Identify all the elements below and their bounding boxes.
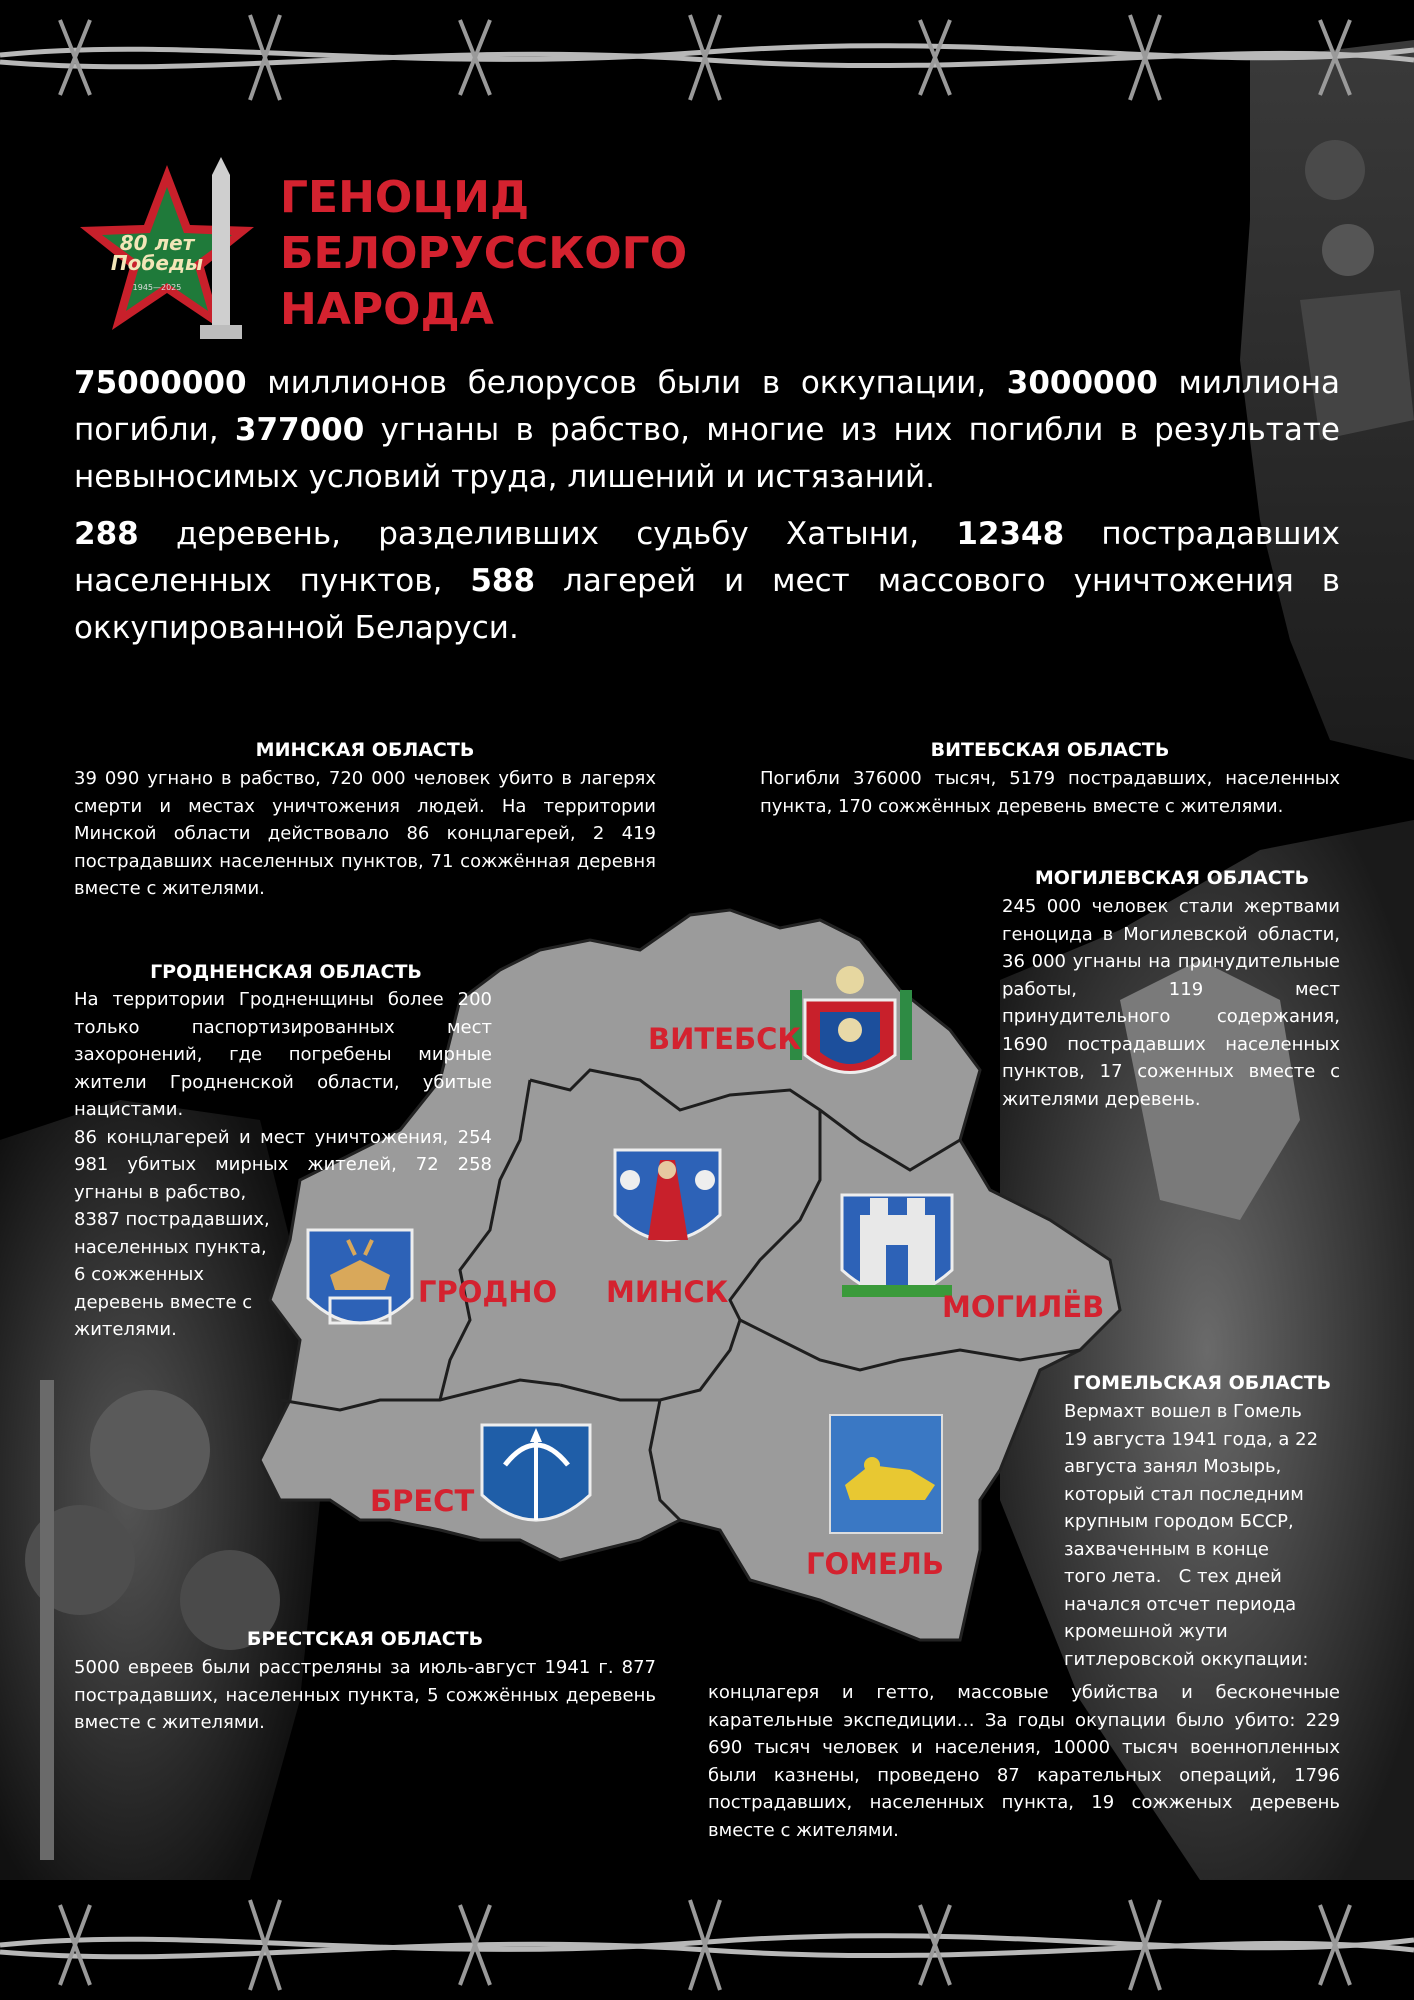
gomel-region-text-continued: концлагеря и гетто, массовые убийства и бесконечные карательные экспедиции… За годы окупации было убито: 229 690 тысяч человек и населения, 10000 тысяч военнопленных были казнены, проведено 87 карательных операций, 1796 пострадавших, населенных пункта, 19 сожженых деревень вместе с жителями.: [708, 1682, 1340, 1841]
brest-region-text: 5000 евреев были расстреляны за июль-август 1941 г. 877 пострадавших, населенных пункта, 5 сожжённых деревень вместе с жителями.: [74, 1657, 656, 1733]
grodno-text-2: 86 концлагерей и мест уничтожения, 254 981 убитых мирных жителей, 72 258 угнаны в рабство,: [74, 1126, 492, 1203]
grodno-text-3-line: жителями.: [74, 1319, 177, 1340]
victory-80-logo: [72, 155, 272, 345]
intro-paragraph-1: [74, 360, 1340, 501]
vitebsk-region-text: Погибли 376000 тысяч, 5179 пострадавших, населенных пункта, 170 сожжённых деревень вместе с жителями.: [760, 768, 1340, 817]
stat-enslaved: 377000: [234, 412, 365, 448]
stat-villages: 288: [74, 516, 139, 552]
barbed-wire-bottom: [0, 1875, 1414, 2000]
gomel-region-text: [1064, 1398, 1340, 1673]
grodno-region-title: ГРОДНЕНСКАЯ ОБЛАСТЬ: [150, 961, 422, 983]
brest-coat-of-arms-icon: [482, 1425, 590, 1520]
intro-paragraph-2: [74, 511, 1340, 652]
title-line-3: НАРОДА: [280, 284, 494, 335]
gomel-coat-of-arms-icon: [830, 1415, 942, 1533]
city-label-minsk: МИНСК: [606, 1275, 729, 1309]
gomel-region-title: ГОМЕЛЬСКАЯ ОБЛАСТЬ: [1072, 1372, 1332, 1394]
grodno-text-1: На территории Гродненщины более 200 только паспортизированных мест захоронений, где погребены мирные жители Гродненской области, убитые нацистами.: [74, 989, 492, 1120]
city-label-grodno: ГРОДНО: [418, 1275, 558, 1309]
gomel-text-line: крупным городом БССР,: [1064, 1511, 1294, 1532]
mogilev-region-title: МОГИЛЕВСКАЯ ОБЛАСТЬ: [1034, 867, 1310, 889]
intro-text: миллионов белорусов были в оккупации,: [246, 365, 1007, 401]
grodno-text-3: [74, 1206, 289, 1344]
vitebsk-region-title: ВИТЕБСКАЯ ОБЛАСТЬ: [930, 739, 1170, 761]
mogilev-region-text: 245 000 человек стали жертвами геноцида в Могилевской области, 36 000 угнаны на принудительные работы, 119 мест принудительного содержания, 1690 пострадавших населенных пунктов, 17 соженных вместе с жителями деревень.: [1002, 896, 1340, 1110]
page-title: [280, 170, 880, 338]
gomel-text-line: 19 августа 1941 года, а 22: [1064, 1428, 1319, 1450]
stat-settlements: 12348: [956, 516, 1065, 552]
logo-text: 80 лет Победы: [110, 231, 204, 275]
stat-killed: 3000000: [1006, 365, 1158, 401]
intro-text: лагерей и мест массового уничтожения в оккупированной Беларуси.: [74, 563, 1340, 646]
grodno-text-3-line: деревень вместе с: [74, 1291, 253, 1313]
gomel-text-line: кромешной жути: [1064, 1621, 1228, 1642]
intro-text: пострадавших населенных пунктов,: [74, 516, 1340, 599]
stat-occupied: 75000000: [74, 365, 247, 401]
minsk-region-title: МИНСКАЯ ОБЛАСТЬ: [255, 739, 475, 761]
gomel-text-line: августа занял Мозырь,: [1064, 1456, 1282, 1477]
city-label-brest: БРЕСТ: [370, 1484, 475, 1518]
gomel-text-line: начался отсчет периода: [1064, 1593, 1297, 1615]
intro-text: деревень, разделивших судьбу Хатыни,: [138, 516, 957, 552]
minsk-region-text: 39 090 угнано в рабство, 720 000 человек убито в лагерях смерти и местах уничтожения людей. На территории Минской области действовало 86 концлагерей, 2 419 пострадавших населенных пунктов, 71 сожжённая деревня вместе с жителями.: [74, 768, 656, 899]
grodno-region-text: [74, 986, 492, 1344]
grodno-text-3-line: 8387 пострадавших,: [74, 1209, 270, 1230]
title-line-2: БЕЛОРУССКОГО: [280, 228, 688, 279]
logo-years: 1945—2025: [132, 283, 182, 292]
title-line-1: ГЕНОЦИД: [280, 172, 530, 223]
gomel-text-line: захваченным в конце: [1064, 1538, 1269, 1560]
gomel-text-line: гитлеровской оккупации:: [1064, 1648, 1309, 1670]
intro-text: угнаны в рабство, многие из них погибли в результате невыносимых условий труда, лишений и истязаний.: [74, 412, 1340, 495]
stat-camps: 588: [470, 563, 536, 599]
mogilev-coat-of-arms-icon: [842, 1195, 952, 1297]
city-label-gomel: ГОМЕЛЬ: [806, 1547, 944, 1581]
gomel-text-line: который стал последним: [1064, 1483, 1304, 1505]
intro-text: миллиона погибли,: [74, 365, 1340, 448]
minsk-coat-of-arms-icon: [615, 1150, 720, 1240]
barbed-wire-top: [0, 0, 1414, 125]
gomel-text-line: Вермахт вошел в Гомель: [1064, 1401, 1302, 1422]
grodno-text-3-line: 6 сожженных: [74, 1264, 204, 1285]
grodno-text-3-line: населенных пункта,: [74, 1236, 267, 1258]
city-label-mogilev: МОГИЛЁВ: [942, 1290, 1105, 1324]
gomel-text-line: того лета. С тех дней: [1064, 1566, 1282, 1587]
brest-region-title: БРЕСТСКАЯ ОБЛАСТЬ: [246, 1628, 484, 1650]
city-label-vitebsk: ВИТЕБСК: [648, 1022, 802, 1056]
